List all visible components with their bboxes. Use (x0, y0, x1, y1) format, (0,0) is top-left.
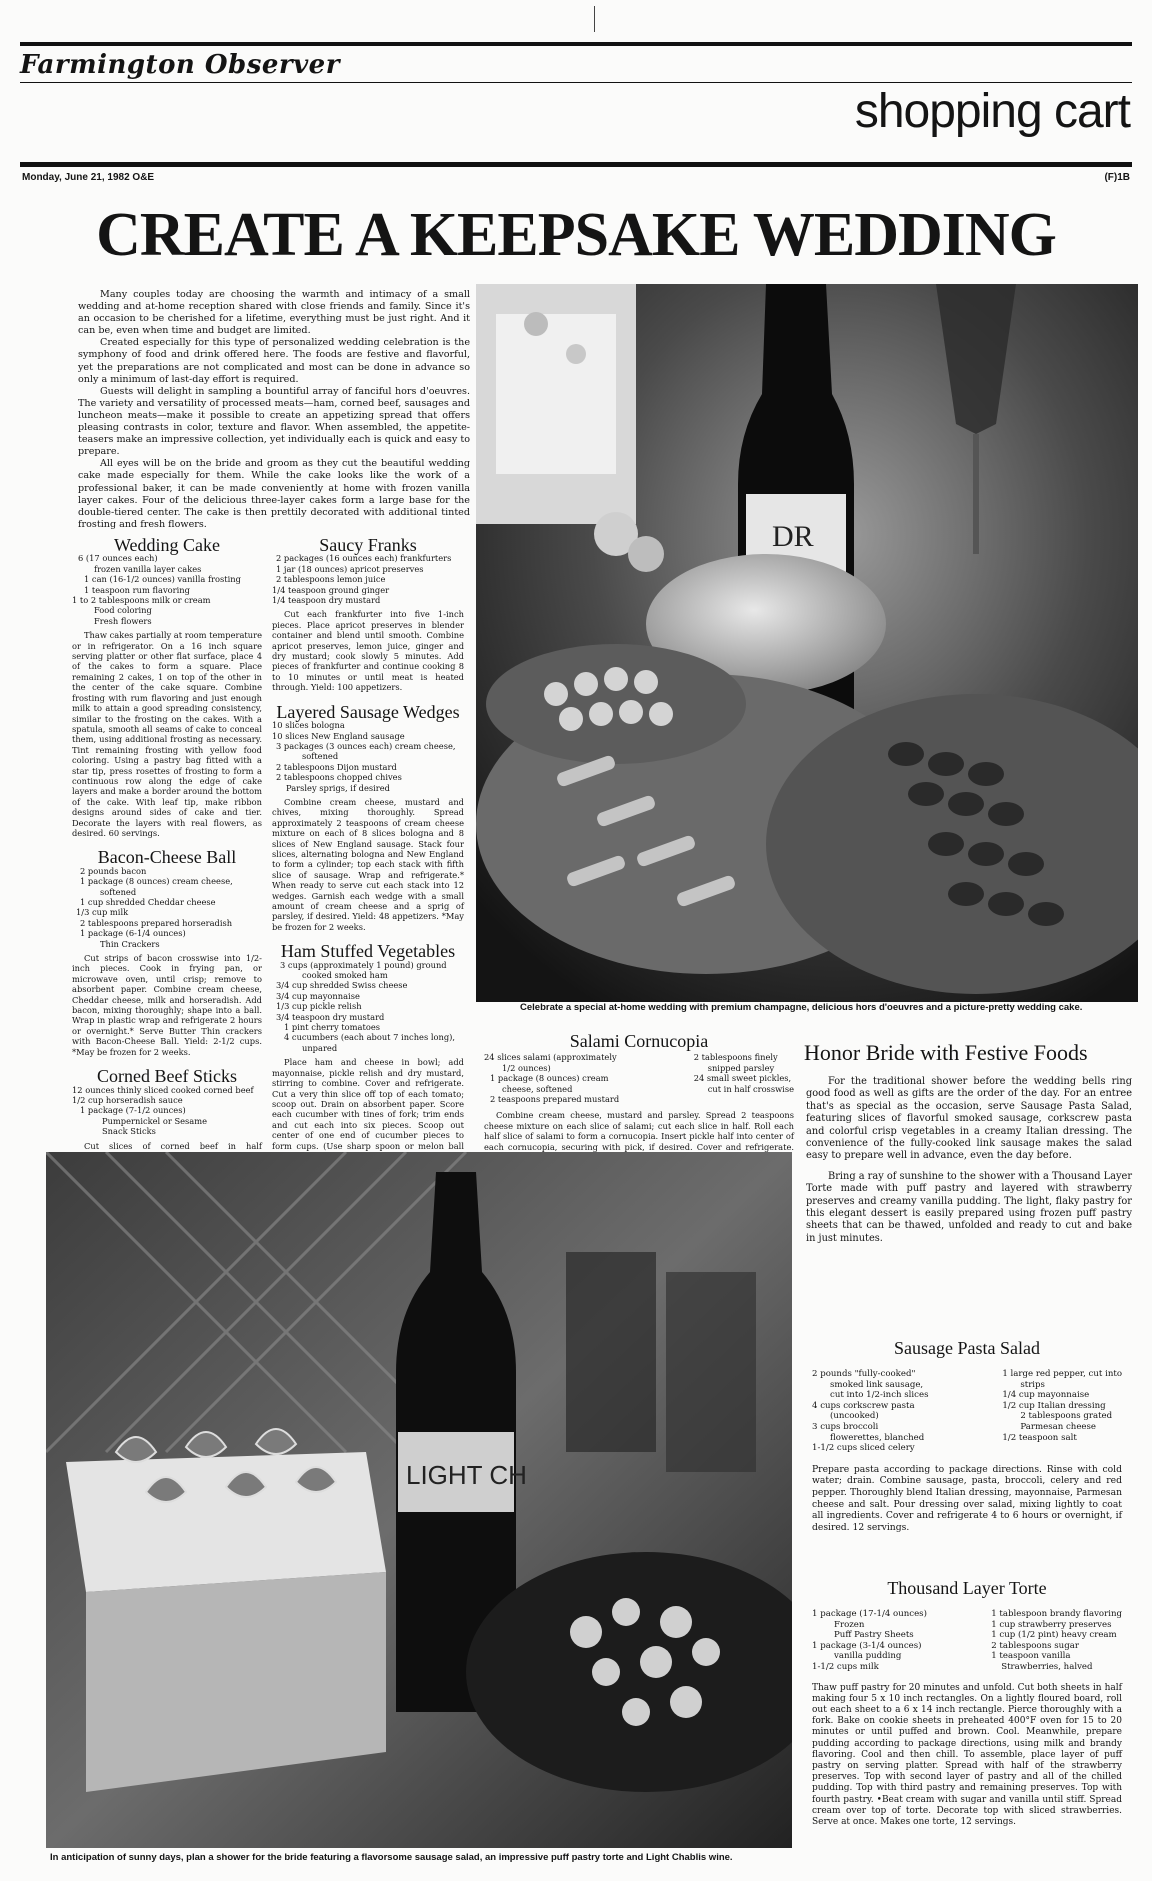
ingredient: Food coloring (94, 605, 152, 616)
ingredient: Pumpernickel or Sesame (102, 1115, 208, 1126)
ingredient: 24 slices salami (approximately (484, 1052, 617, 1063)
ingredient: 3/4 cup shredded Swiss cheese (276, 980, 408, 991)
ingredient: frozen vanilla layer cakes (94, 563, 202, 574)
intro-text (78, 289, 470, 531)
ingredients-sausage-pasta-salad (812, 1369, 1122, 1454)
ingredient: 3 cups (approximately 1 pound) ground (280, 959, 447, 970)
photo-bridal-shower (46, 1152, 792, 1848)
ingredient: 2 tablespoons Dijon mustard (276, 761, 397, 772)
intro-paragraph: Many couples today are choosing the warmth and intimacy of a small wedding and at-home reception shared with close friends and family. Since it's an occasion to be cherished for a lifetime, everything must be just right. And it can be, even when time and budget are limited. (78, 289, 470, 337)
column-middle (272, 535, 464, 1182)
headline: CREATE A KEEPSAKE WEDDING (96, 201, 1056, 269)
recipe-salami-cornucopia (484, 1031, 794, 1162)
ingredient: 2 teaspoons prepared mustard (490, 1094, 620, 1105)
honor-text (806, 1076, 1132, 1253)
wedding-buffet-photo (476, 284, 1138, 1002)
ingredient: cooked smoked ham (302, 970, 388, 981)
ingredient: 1-1/2 cups sliced celery (812, 1443, 915, 1454)
ingredient: 1 teaspoon rum flavoring (84, 584, 190, 595)
recipe-title-saucy-franks: Saucy Franks (319, 535, 417, 555)
photo-wedding-buffet (476, 284, 1138, 1002)
ingredient: 4 cucumbers (each about 7 inches long), (284, 1032, 456, 1043)
directions-layered-sausage-wedges: Combine cream cheese, mustard and chives, mixing thoroughly. Spread approximately 2 teaspoons of cream cheese mixture on each of 8 slices bologna and 8 slices of New England sausage. Stack four slices, alternating bologna and New England to form a cylinder; top each stack with fifth slice of sausage. Wrap and refrigerate.* When ready to serve cut each stack into 12 wedges. Garnish each wedge with a small amount of cream cheese and a sprig of parsley, if desired. Yield: 48 appetizers. *May be frozen for 2 weeks. (272, 796, 464, 932)
ingredient: 3/4 cup mayonnaise (276, 990, 360, 1001)
ingredient: 1-1/2 cups milk (812, 1661, 879, 1672)
masthead-rule (20, 82, 1132, 83)
ingredient: 1/3 cup pickle relish (276, 1001, 362, 1012)
ingredient: 4 cups corkscrew pasta (812, 1400, 915, 1411)
section-rule (20, 162, 1132, 167)
intro-paragraph: Created especially for this type of personalized wedding celebration is the symphony of food and drink offered here. The foods are festive and flavorful, yet the preparations are not complicated and most can be done in advance so only a minimum of last-day effort is required. (78, 337, 470, 385)
ingredient: Strawberries, halved (1001, 1661, 1093, 1672)
ingredient: (uncooked) (830, 1411, 879, 1422)
ingredient: 1 package (3-1/4 ounces) (812, 1640, 922, 1651)
ingredient: 2 tablespoons grated (1020, 1411, 1113, 1422)
ingredients-ham-stuffed-vegetables (272, 960, 464, 1054)
ingredient: 1 package (6-1/4 ounces) (80, 928, 186, 939)
directions-bacon-cheese-ball: Cut strips of bacon crosswise into 1/2-inch pieces. Cook in frying pan, or microwave oven, until crisp; remove to absorbent paper. Combine cream cheese, Cheddar cheese, milk and horseradish. Add bacon, mixing thoroughly; shape into a ball. Wrap in plastic wrap and refrigerate 2 hours or overnight.* Serve Butter Thin crackers with Bacon-Cheese Ball. Yield: 2-1/2 cups. *May be frozen for 2 weeks. (72, 953, 262, 1057)
ingredient: 2 packages (16 ounces each) frankfurters (276, 553, 452, 564)
ingredient: Frozen (834, 1619, 865, 1630)
ingredient: 1 pint cherry tomatoes (284, 1022, 380, 1033)
ingredient: 2 tablespoons finely (693, 1052, 778, 1063)
ingredient: 2 tablespoons lemon juice (276, 574, 386, 585)
ingredient: 3 cups broccoli (812, 1421, 879, 1432)
ingredient: 1 package (8 ounces) cream cheese, (80, 876, 233, 887)
ingredients-saucy-franks (272, 553, 464, 605)
directions-saucy-franks: Cut each frankfurter into five 1-inch pieces. Place apricot preserves in blender container and blend until smooth. Combine apricot preserves, lemon juice, ginger and dry mustard; cook slowly 5 minutes. Add pieces of frankfurter and continue cooking 8 to 10 minutes or until meat is heated through. Yield: 100 appetizers. (272, 609, 464, 693)
ingredient: 12 ounces thinly sliced cooked corned beef (72, 1084, 254, 1095)
section-title: shopping cart (854, 85, 1130, 138)
ingredient: 10 slices bologna (272, 720, 345, 731)
ingredient: 2 tablespoons sugar (991, 1640, 1079, 1651)
ingredient: 3 packages (3 ounces each) cream cheese, (276, 740, 456, 751)
bridal-shower-photo (46, 1152, 792, 1848)
column-left (72, 535, 262, 1213)
recipe-title-bacon-cheese-ball: Bacon-Cheese Ball (97, 847, 237, 868)
ingredient: 10 slices New England sausage (272, 730, 405, 741)
ingredient: 1 large red pepper, cut into (1002, 1369, 1122, 1379)
ingredient: snipped parsley (707, 1062, 775, 1073)
ingredient: Parsley sprigs, if desired (286, 782, 390, 793)
honor-paragraph: Bring a ray of sunshine to the shower with a Thousand Layer Torte made with puff pastry and layered with strawberry preserves and creamy vanilla pudding. The light, flaky pastry for this elegant dessert is easily prepared using frozen puff pastry sheets that can be thawed, unfolded and ready to cut and bake in just minutes. (806, 1170, 1132, 1244)
ingredient: Fresh flowers (94, 615, 152, 626)
ingredient: Snack Sticks (102, 1126, 156, 1137)
ingredient: softened (302, 751, 339, 762)
ingredient: cut into 1/2-inch slices (830, 1390, 929, 1401)
directions-corned-beef-sticks: Cut slices of corned beef in half (84, 1140, 262, 1151)
ingredient: 1/4 teaspoon dry mustard (272, 595, 381, 606)
ingredient: Parmesan cheese (1020, 1421, 1097, 1432)
ingredient: 1 to 2 tablespoons milk or cream (72, 595, 211, 606)
recipe-title-corned-beef-sticks: Corned Beef Sticks (97, 1066, 237, 1087)
ingredient: 24 small sweet pickles, (693, 1073, 792, 1084)
ingredients-wedding-cake (72, 553, 262, 626)
recipe-title-ham-stuffed-vegetables: Ham Stuffed Vegetables (280, 941, 456, 962)
caption-top-photo: Celebrate a special at-home wedding with premium champagne, delicious hors d'oeuvres and a picture-pretty wedding cake. (520, 1002, 1083, 1013)
bottle-label: DR (772, 520, 814, 553)
ingredient: 1/2 teaspoon salt (1002, 1432, 1077, 1443)
ingredient: flowerettes, blanched (830, 1432, 925, 1443)
ingredient: 1 cup shredded Cheddar cheese (80, 897, 216, 907)
recipe-title-layered-sausage-wedges: Layered Sausage Wedges (276, 701, 460, 722)
ingredient: 1/4 cup mayonnaise (1002, 1390, 1090, 1401)
ingredient: 1 can (16-1/2 ounces) vanilla frosting (84, 574, 241, 585)
ingredient: 1 tablespoon brandy flavoring (991, 1609, 1122, 1619)
ingredient: cheese, softened (502, 1083, 573, 1094)
recipe-title-sausage-pasta-salad: Sausage Pasta Salad (894, 1338, 1040, 1358)
ingredient: 2 pounds bacon (80, 865, 147, 876)
ingredient: 1/2 cup Italian dressing (1002, 1400, 1106, 1411)
ingredient: Puff Pastry Sheets (834, 1630, 914, 1641)
ingredient: 1/2 ounces) (502, 1062, 551, 1073)
ingredient: unpared (302, 1042, 338, 1053)
ingredient: smoked link sausage, (830, 1379, 924, 1390)
ingredient: 1 package (17-1/4 ounces) (812, 1609, 927, 1619)
ingredient: 2 tablespoons chopped chives (276, 772, 402, 783)
page-number: (F)1B (1104, 172, 1130, 183)
masthead-name: Farmington Observer (20, 50, 340, 80)
ingredient: 1 cup strawberry preserves (991, 1619, 1112, 1630)
ingredients-salami-cornucopia (484, 1052, 794, 1104)
dateline: Monday, June 21, 1982 O&E (22, 172, 155, 183)
ingredient: strips (1020, 1379, 1045, 1390)
intro-paragraph: All eyes will be on the bride and groom as they cut the beautiful wedding cake made especially for them. While the cake looks like the work of a professional baker, it can be made conveniently at home with frozen vanilla layer cakes. Four of the delicious three-layer cakes form a large base for the double-tiered center. The cake is then prettily decorated with additional tinted frosting and fresh flowers. (78, 458, 470, 530)
recipe-title-wedding-cake: Wedding Cake (113, 535, 221, 555)
directions-salami-cornucopia: Combine cream cheese, mustard and parsley. Spread 2 teaspoons cheese mixture on each slice of salami; cut each slice in half. Roll each half slice of salami to form a cornucopia. Insert pickle half into center of each cornucopia, securing with pick, if desired. Cover and refrigerate. (484, 1110, 794, 1152)
ingredient: 1/3 cup milk (76, 907, 129, 918)
scan-mark (594, 6, 595, 32)
top-rule (20, 42, 1132, 46)
caption-bottom-photo: In anticipation of sunny days, plan a shower for the bride featuring a flavorsome sausage salad, an impressive puff pastry torte and Light Chablis wine. (50, 1852, 733, 1863)
ingredients-thousand-layer-torte (812, 1609, 1122, 1673)
ingredients-bacon-cheese-ball (72, 866, 262, 949)
ingredient: vanilla pudding (834, 1651, 902, 1662)
honor-paragraph: For the traditional shower before the wedding bells ring good food as well as gifts are the order of the day. For an entree that's as special as the occasion, serve Sausage Pasta Salad, featuring slices of flavorful smoked sausage, corkscrew pasta and colorful crisp vegetables in a creamy Italian dressing. The convenience of the fully-cooked link sausage makes the salad easy to prepare well in advance, even the day before. (806, 1076, 1132, 1162)
ingredient: 1 package (8 ounces) cream (490, 1073, 609, 1084)
recipe-sausage-pasta-salad (812, 1338, 1122, 1533)
intro-paragraph: Guests will delight in sampling a bountiful array of fanciful hors d'oeuvres. The variety and versatility of processed meats—ham, corned beef, sausages and luncheon meats—make it possible to create an appetizing spread that offers pleasing contrasts in color, texture and flavor. When assembled, the appetite-teasers make an impressive collection, yet individually each is quick and easy to prepare. (78, 385, 470, 458)
recipe-title-salami-cornucopia: Salami Cornucopia (569, 1031, 709, 1051)
recipe-title-thousand-layer-torte: Thousand Layer Torte (887, 1578, 1047, 1598)
ingredients-corned-beef-sticks (72, 1085, 262, 1137)
directions-thousand-layer-torte: Thaw puff pastry for 20 minutes and unfold. Cut both sheets in half making four 5 x 10 inch rectangles. On a lightly floured board, roll out each sheet to a 6 x 14 inch rectangle. Pierce thoroughly with a fork. Bake on cookie sheets in preheated 400°F oven for 15 to 20 minutes or until puffed and brown. Cool. Meanwhile, prepare pudding according to package directions, using milk and brandy flavoring. Cool and then chill. To assemble, place layer of puff pastry on serving platter. Spread with half of the strawberry preserves. Top with second layer of pastry and all of the chilled pudding. Top with third pastry and remaining preserves. Top with fourth pastry. •Beat cream with sugar and vanilla until stiff. Spread cream over top of torte. Decorate top with sliced strawberries. Serve at once. Makes one torte, 12 servings. (812, 1682, 1122, 1827)
ingredient: 1 package (7-1/2 ounces) (80, 1105, 186, 1116)
bottle-label: LIGHT CH (406, 1460, 527, 1490)
ingredient: cut in half crosswise (707, 1083, 794, 1094)
honor-title: Honor Bride with Festive Foods (804, 1040, 1088, 1065)
ingredient: 3/4 teaspoon dry mustard (276, 1011, 385, 1022)
ingredient: Thin Crackers (100, 938, 160, 949)
ingredient: 6 (17 ounces each) (78, 553, 158, 564)
ingredient: 1 cup (1/2 pint) heavy cream (991, 1630, 1117, 1641)
recipe-thousand-layer-torte (812, 1578, 1122, 1828)
ingredient: 2 tablespoons prepared horseradish (80, 917, 233, 928)
ingredient: 1 jar (18 ounces) apricot preserves (276, 563, 424, 574)
directions-ham-stuffed-vegetables: Place ham and cheese in bowl; add mayonnaise, pickle relish and dry mustard, stirring to combine. Cover and refrigerate. Cut a very thin slice off top of each tomato; scoop out. Drain on absorbent paper. Score each cucumber with tines of fork; trim ends and cut each into six pieces. Scoop out center of one end of cucumber pieces to form cups. (Use sharp spoon or melon ball (272, 1057, 464, 1151)
ingredient: 1/4 teaspoon ground ginger (272, 584, 390, 595)
directions-wedding-cake: Thaw cakes partially at room temperature or in refrigerator. On a 16 inch square serving platter or other flat surface, place 4 of the cakes to form a square. Place remaining 2 cakes, 1 on top of the other in the center of the cake square. Combine frosting with rum flavoring and just enough milk to attain a good spreading consistency, similar to the frosting on the cakes. With a spatula, smooth all seams of cake to conceal them, using additional frosting as necessary. Tint remaining frosting with yellow food coloring. Using a pastry bag fitted with a star tip, press rosettes of frosting to form a continuous row along the edge of cake layers and make a border around the bottom of the cake. With leaf tip, make ribbon designs around sides of cake and tier. Decorate the layers with real flowers, as desired. 60 servings. (72, 630, 262, 838)
ingredients-layered-sausage-wedges (272, 720, 464, 793)
ingredient: softened (100, 886, 137, 897)
ingredient: 2 pounds "fully-cooked" (812, 1369, 916, 1379)
ingredient: 1 teaspoon vanilla (991, 1651, 1071, 1662)
ingredient: 1/2 cup horseradish sauce (72, 1094, 183, 1105)
directions-sausage-pasta-salad: Prepare pasta according to package directions. Rinse with cold water; drain. Combine sausage, pasta, broccoli, celery and red pepper. Thoroughly blend Italian dressing, mayonnaise, Parmesan cheese and salt. Pour dressing over salad, mixing lightly to coat all ingredients. Cover and refrigerate 4 to 6 hours or overnight, if desired. 12 servings. (812, 1463, 1122, 1533)
